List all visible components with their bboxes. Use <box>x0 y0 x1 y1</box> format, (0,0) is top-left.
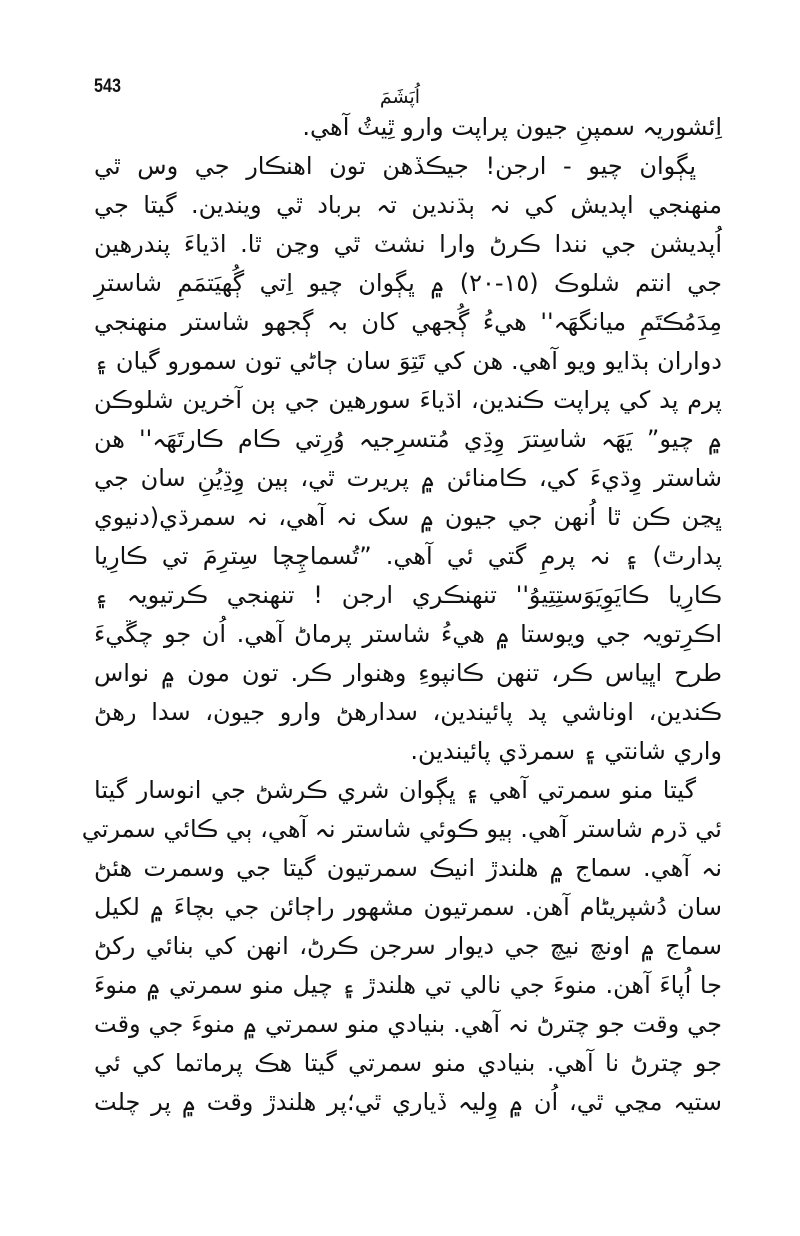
text-line: ۾ چيو” يَهَہ شاسِترَ وِڌِي مُتسرِجيہ وُرِتي ڪام ڪارتَهَہ'' هن <box>94 425 722 453</box>
text-line: منهنجي اپديش کي نہ ٻڌندين تہ برباد ٿي ويندين. گيتا جي <box>94 191 722 219</box>
body-text <box>81 108 722 1122</box>
text-line: اُپديشن جي نندا ڪرڻ وارا نشٽ ٿي وڃن ٿا. اڌياءَ پندرهين <box>94 230 722 258</box>
text-line: ئي ڌرم شاستر آهي. ٻيو ڪوئي شاستر نہ آهي، ٻي ڪائي سمرتي <box>81 815 722 843</box>
text-line: شاستر وِڌيءَ کي، ڪامنائن ۾ پريرت ٿي، ٻين وِڌِيُنِ سان جي <box>94 464 722 492</box>
text-line: پرم پد کي پراپت ڪندين، اڌياءَ سورهين جي ٻن آخرين شلوڪن <box>94 386 722 414</box>
text-line: واري شانتي ۽ سمرڌي پائيندين. <box>410 737 722 765</box>
text-line: ڀڳوان چيو - ارجن! جيڪڏهن تون اهنڪار جي وس ٿي <box>94 152 696 180</box>
text-line: مِدَمُڪتَمِ ميانگهَہ'' هيءُ ڳُجهي کان بہ ڳجهو شاستر منهنجي <box>94 308 722 336</box>
text-line: ڪندين، اوناشي پد پائيندين، سدارهڻ وارو جيون، سدا رهڻ <box>94 698 722 726</box>
text-line: پدارٿ) ۽ نہ پرمِ گتي ئي آهي. ”تُسماچِچا سِترِمَ تي ڪارِيا <box>94 542 722 570</box>
text-line: ڪارِيا ڪايَوِيَوَستِتِيوُ'' تنهنڪري ارجن ! تنهنجي ڪرتيويہ ۽ <box>94 581 722 609</box>
running-head: اُپَشَمَ <box>379 86 421 108</box>
text-line: ستيہ مڃي ٿي، اُن ۾ وِليہ ڏياري ٿي؛پر هلندڙ وقت ۾ پر چلت <box>94 1088 722 1116</box>
text-line: جو چترڻ نا آهي. بنيادي منو سمرتي گيتا هڪ پرماتما کي ئي <box>94 1049 722 1077</box>
text-line: جي وقت جو چترڻ نہ آهي. بنيادي منو سمرتي ۾ منوءَ جي وقت <box>94 1010 722 1038</box>
text-line: جي انتم شلوڪ (١٥-٢٠) ۾ ڀڳوان چيو اِتي ڳُهيَتمَمِ شاسترِ <box>94 269 722 297</box>
text-line: دواران ٻڌايو ويو آهي. هن کي تَتِوَ سان ڄاڻي تون سمورو گيان ۽ <box>94 347 722 375</box>
text-line: اڪرِتويہ جي ويوستا ۾ هيءُ شاستر پرماڻ آهي. اُن جو چڱيءَ <box>94 620 722 648</box>
text-line: ڀڃن ڪن ٿا اُنهن جي جيون ۾ سک نہ آهي، نہ سمرڌي(دنيوي <box>94 503 722 531</box>
text-line: اِئشوريہ سمپنِ جيون پراپت وارو ٿِيٽُ آهي. <box>302 113 722 141</box>
page-number: 543 <box>94 76 121 97</box>
text-line: نہ آهي. سماج ۾ هلندڙ انيڪ سمرتيون گيتا جي وسمرت هئڻ <box>94 854 722 882</box>
text-line: سماج ۾ اونچ نيچ جي ديوار سرجن ڪرڻ، انهن کي بنائي رکڻ <box>94 932 722 960</box>
text-line: سان دُشپريڻام آهن. سمرتيون مشهور راڄائن جي بچاءَ ۾ لکيل <box>94 893 722 921</box>
text-line: جا اُپاءَ آهن. منوءَ جي نالي تي هلندڙ ۽ چيل منو سمرتي ۾ منوءَ <box>94 971 722 999</box>
text-line: طرح اڀياس ڪر، تنهن ڪانپوءِ وهنوار ڪر. تون مون ۾ نواس <box>94 659 722 687</box>
text-line: گيتا منو سمرتي آهي ۽ ڀڳوان شري ڪرشڻ جي انوسار گيتا <box>94 776 696 804</box>
